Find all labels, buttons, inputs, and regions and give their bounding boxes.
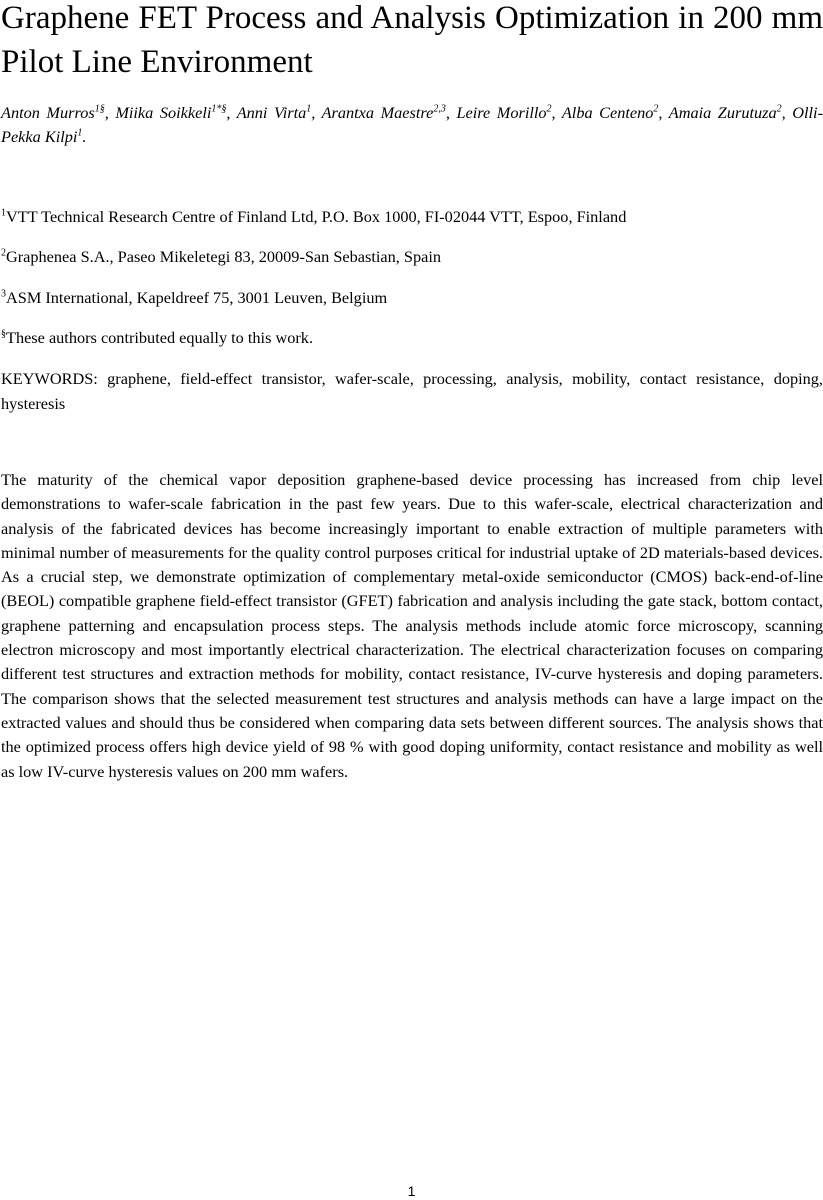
author: Amaia Zurutuza$^2$, — [668, 103, 793, 122]
author-list — [1, 101, 823, 149]
affiliation-2: $^2$Graphenea S.A., Paseo Mikeletegi 83, 20009-San Sebastian, Spain — [1, 247, 441, 266]
author: Arantxa Maestre$^{2,3}$, — [321, 103, 457, 122]
author: Anton Murros$^{1\S}$, — [1, 103, 116, 122]
author: Alba Centeno$^2$, — [561, 103, 669, 122]
affiliation-3: $^3$ASM International, Kapeldreef 75, 3001 Leuven, Belgium — [1, 288, 388, 307]
page-number: 1 — [407, 1183, 416, 1199]
keywords: KEYWORDS: graphene, field-effect transistor, wafer-scale, processing, analysis, mobility, contact resistance, doping, hysteresis — [1, 369, 823, 413]
author: Leire Morillo$^2$, — [456, 103, 562, 122]
author: Miika Soikkeli$^{1*\S}$, — [115, 103, 237, 122]
abstract: The maturity of the chemical vapor deposition graphene-based device processing has increased from chip level demonstrations to wafer-scale fabrication in the past few years. Due to this wafer-scale, electrical characterization and analysis of the fabricated devices has become increasingly important to enable extraction of multiple parameters with minimal number of measurements for the quality control purposes critical for industrial uptake of 2D materials-based devices. As a crucial step, we demonstrate optimization of complementary metal-oxide semiconductor (CMOS) back-end-of-line (BEOL) compatible graphene field-effect transistor (GFET) fabrication and analysis including the gate stack, bottom contact, graphene patterning and encapsulation process steps. The analysis methods include atomic force microscopy, scanning electron microscopy and most importantly electrical characterization. The electrical characterization focuses on comparing different test structures and extraction methods for mobility, contact resistance, IV-curve hysteresis and doping parameters. The comparison shows that the selected measurement test structures and analysis methods can have a large impact on the extracted values and should thus be considered when comparing data sets between different sources. The analysis shows that the optimized process offers high device yield of 98 % with good doping uniformity, contact resistance and mobility as well as low IV-curve hysteresis values on 200 mm wafers. — [1, 470, 823, 781]
equal-contribution-note: §These authors contributed equally to this work. — [1, 328, 314, 347]
author: Anni Virta$^1$, — [236, 103, 322, 122]
paper-title: Graphene FET Process and Analysis Optimization in 200 mm Pilot Line Environment — [1, 0, 823, 80]
author: Olli-Pekka Kilpi$^1$. — [1, 103, 823, 146]
affiliation-1: $^1$VTT Technical Research Centre of Finland Ltd, P.O. Box 1000, FI-02044 VTT, Espoo, Finland — [1, 207, 627, 226]
